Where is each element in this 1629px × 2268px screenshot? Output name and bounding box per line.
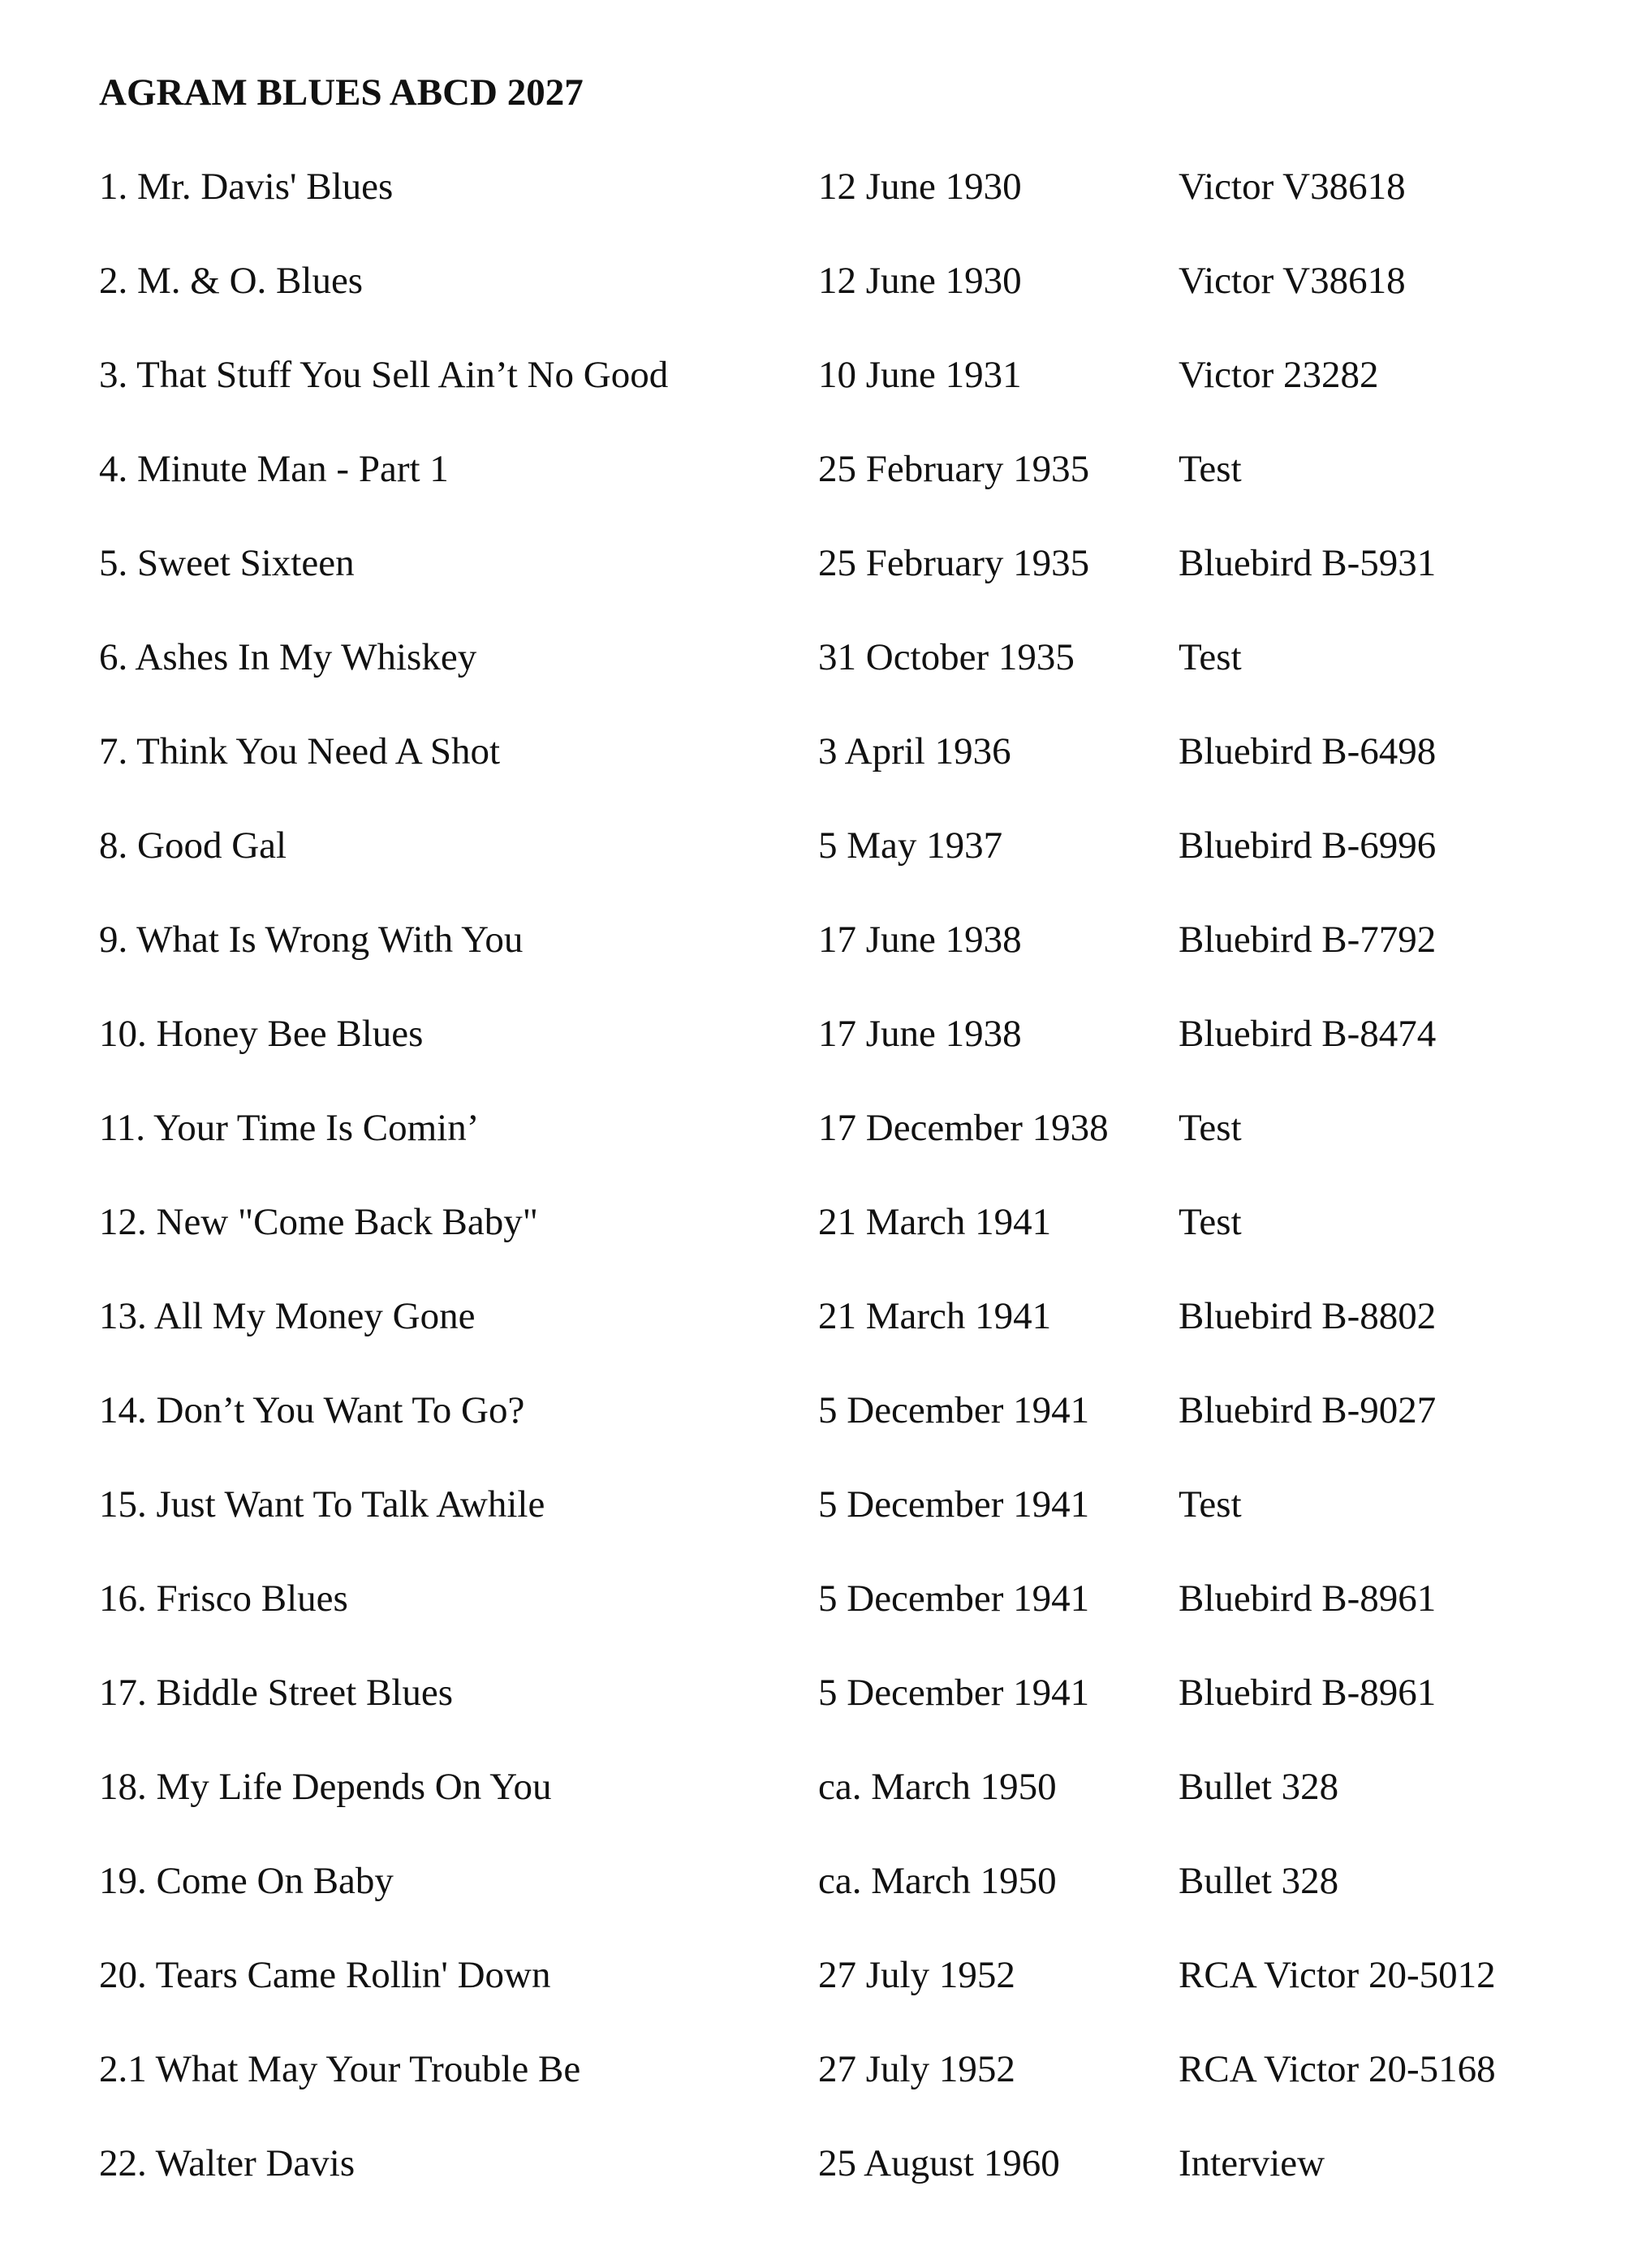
track-label: Bluebird B-9027 [1179,1389,1437,1431]
track-row [99,2045,1609,2139]
track-date: 25 August 1960 [818,2142,1060,2184]
track-title: 8. Good Gal [99,824,287,867]
track-date: 21 March 1941 [818,1295,1052,1337]
track-row [99,1480,1609,1574]
track-date: 3 April 1936 [818,730,1011,772]
track-row [99,1668,1609,1762]
track-row [99,2139,1609,2233]
track-row [99,162,1609,256]
track-row [99,1386,1609,1480]
track-row [99,539,1609,633]
track-title: 10. Honey Bee Blues [99,1013,424,1055]
track-date: 5 December 1941 [818,1577,1090,1620]
track-date: 5 December 1941 [818,1483,1090,1526]
track-date: 12 June 1930 [818,260,1022,302]
track-row [99,821,1609,915]
track-row [99,633,1609,727]
track-date: 5 December 1941 [818,1672,1090,1714]
track-date: 21 March 1941 [818,1201,1052,1243]
track-title: 3. That Stuff You Sell Ain’t No Good [99,354,669,396]
track-title: 9. What Is Wrong With You [99,919,524,961]
track-label: Test [1179,1107,1242,1149]
track-label: Test [1179,448,1242,490]
track-title: 13. All My Money Gone [99,1295,476,1337]
track-row [99,351,1609,445]
track-title: 22. Walter Davis [99,2142,356,2184]
track-label: Bluebird B-8961 [1179,1672,1437,1714]
track-label: Bluebird B-6996 [1179,824,1437,867]
track-date: 27 July 1952 [818,1954,1015,1996]
document-title: AGRAM BLUES ABCD 2027 [99,71,584,114]
track-title: 14. Don’t You Want To Go? [99,1389,525,1431]
track-title: 12. New "Come Back Baby" [99,1201,538,1243]
track-title: 7. Think You Need A Shot [99,730,501,772]
track-row [99,727,1609,821]
track-title: 15. Just Want To Talk Awhile [99,1483,545,1526]
track-label: Victor V38618 [1179,260,1406,302]
track-title: 20. Tears Came Rollin' Down [99,1954,551,1996]
track-label: Test [1179,1201,1242,1243]
track-date: 17 June 1938 [818,919,1022,961]
track-date: ca. March 1950 [818,1860,1057,1902]
track-title: 1. Mr. Davis' Blues [99,166,394,208]
track-date: 12 June 1930 [818,166,1022,208]
track-date: 10 June 1931 [818,354,1022,396]
track-label: Bluebird B-5931 [1179,542,1437,584]
track-row [99,1198,1609,1292]
track-date: 25 February 1935 [818,448,1090,490]
track-label: Bullet 328 [1179,1766,1339,1808]
track-row [99,1104,1609,1198]
track-date: 27 July 1952 [818,2048,1015,2090]
track-label: Victor 23282 [1179,354,1379,396]
track-label: Test [1179,1483,1242,1526]
track-title: 6. Ashes In My Whiskey [99,636,477,678]
track-title: 4. Minute Man - Part 1 [99,448,449,490]
track-row [99,1574,1609,1668]
track-date: 25 February 1935 [818,542,1090,584]
track-label: RCA Victor 20-5012 [1179,1954,1496,1996]
track-title: 17. Biddle Street Blues [99,1672,454,1714]
track-label: Test [1179,636,1242,678]
track-row [99,1762,1609,1857]
track-date: 17 June 1938 [818,1013,1022,1055]
track-row [99,1951,1609,2045]
track-row [99,256,1609,351]
track-row [99,915,1609,1009]
track-date: 5 December 1941 [818,1389,1090,1431]
track-title: 11. Your Time Is Comin’ [99,1107,480,1149]
track-label: Interview [1179,2142,1325,2184]
track-title: 16. Frisco Blues [99,1577,348,1620]
track-label: Victor V38618 [1179,166,1406,208]
track-list [99,162,1609,2233]
track-row [99,445,1609,539]
track-date: 5 May 1937 [818,824,1003,867]
track-label: Bluebird B-8802 [1179,1295,1437,1337]
track-title: 19. Come On Baby [99,1860,394,1902]
track-row [99,1009,1609,1104]
track-label: Bullet 328 [1179,1860,1339,1902]
track-date: 17 December 1938 [818,1107,1109,1149]
track-label: RCA Victor 20-5168 [1179,2048,1496,2090]
track-label: Bluebird B-8961 [1179,1577,1437,1620]
track-title: 18. My Life Depends On You [99,1766,552,1808]
track-title: 2. M. & O. Blues [99,260,364,302]
track-row [99,1292,1609,1386]
track-title: 5. Sweet Sixteen [99,542,355,584]
track-title: 2.1 What May Your Trouble Be [99,2048,581,2090]
track-label: Bluebird B-8474 [1179,1013,1437,1055]
track-date: ca. March 1950 [818,1766,1057,1808]
track-label: Bluebird B-6498 [1179,730,1437,772]
track-date: 31 October 1935 [818,636,1075,678]
track-row [99,1857,1609,1951]
track-label: Bluebird B-7792 [1179,919,1437,961]
